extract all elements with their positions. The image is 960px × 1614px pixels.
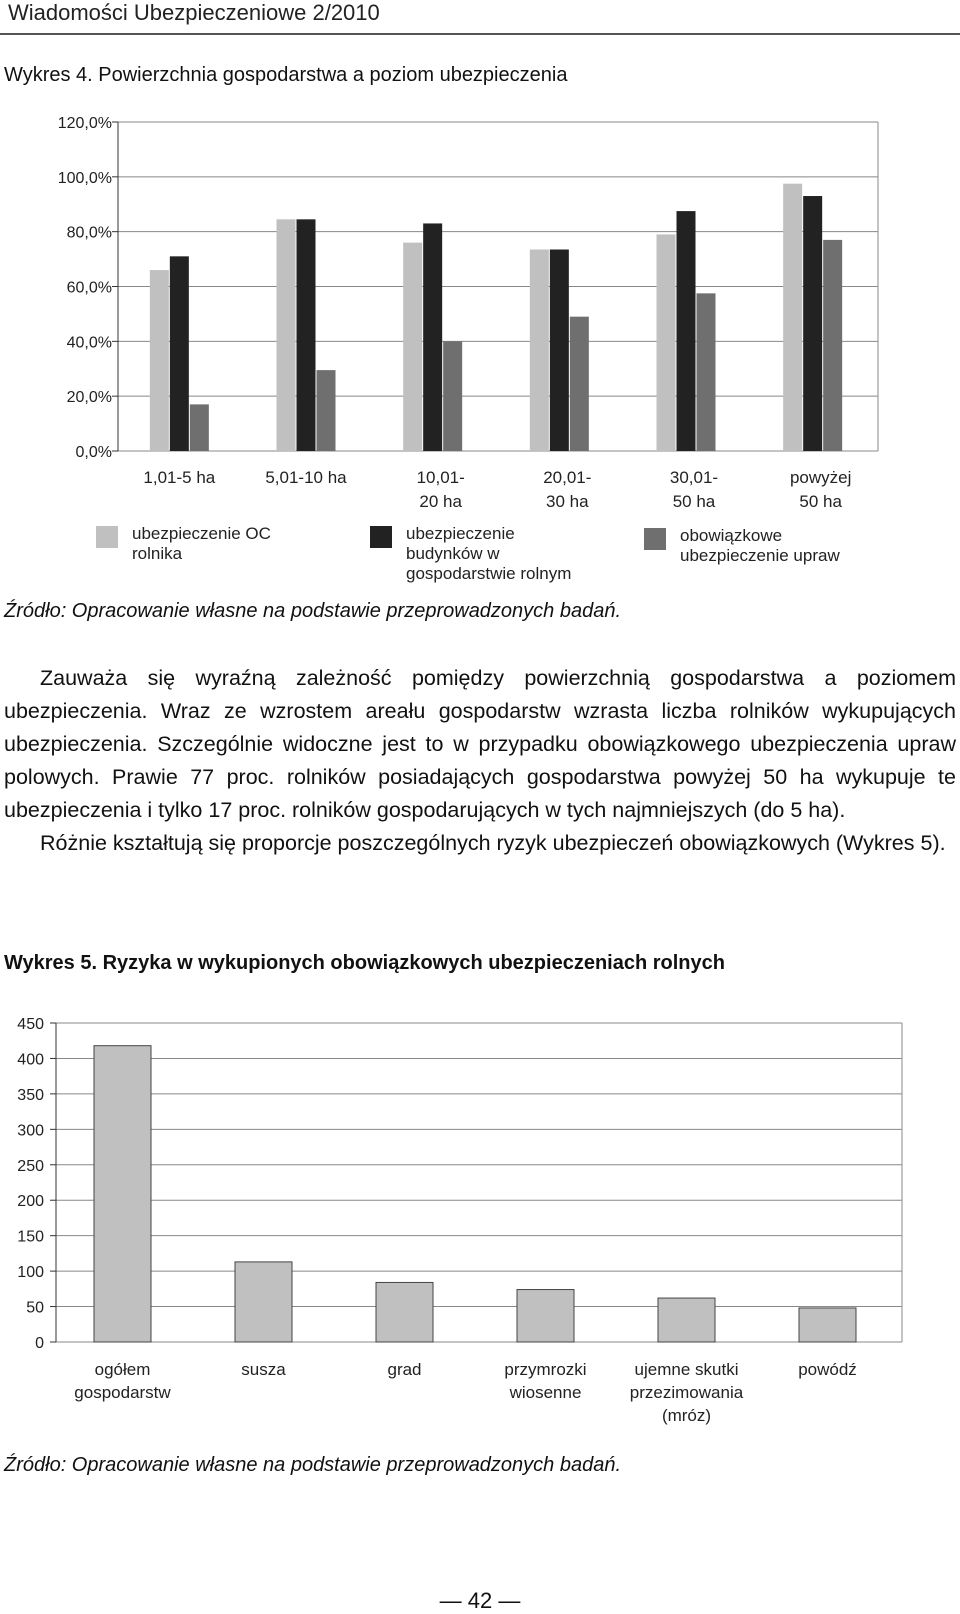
chart5-bar — [94, 1046, 151, 1342]
chart5-xtick-label: ujemne skutki — [634, 1360, 739, 1379]
paragraph-1: Zauważa się wyraźną zależność pomiędzy powierzchnią gospodarstwa a poziomem ubezpieczenia. Wraz ze wzrostem areału gospodarstw wzrasta liczba rolników wykupujących ubezpieczenia. Szczególnie widoczne jest to w przypadku obowiązkowego ubezpieczenia upraw polowych. Prawie 77 proc. rolników posiadających gospodarstwa powyżej 50 ha wykupuje te ubezpieczenia i tylko 17 proc. rolników gospodarujących w tych najmniejszych (do 5 ha). — [4, 666, 956, 822]
chart4-xtick-label: 50 ha — [672, 492, 716, 511]
chart4-xtick-label: 20,01- — [543, 468, 592, 487]
paragraph-2: Różnie kształtują się proporcje poszczególnych ryzyk ubezpieczeń obowiązkowych (Wykres 5). — [40, 831, 946, 855]
chart5-xtick-label: wiosenne — [509, 1383, 582, 1402]
chart4-ytick-label: 120,0% — [57, 115, 112, 132]
chart5-bar — [658, 1298, 715, 1342]
chart5-xtick-label: przezimowania — [629, 1383, 744, 1402]
chart4-xtick-label: powyżej — [789, 468, 852, 487]
chart4-xtick-label: 5,01-10 ha — [265, 468, 347, 487]
chart5-xtick-label: powódź — [798, 1360, 857, 1379]
chart5-ytick-label: 50 — [26, 1299, 44, 1317]
chart4-title: Wykres 4. Powierzchnia gospodarstwa a poziom ubezpieczenia — [4, 64, 568, 86]
chart5-xtick-label: grad — [387, 1360, 422, 1379]
chart5-ytick-label: 0 — [35, 1335, 44, 1352]
chart5-bar — [517, 1290, 574, 1342]
chart5-ytick-label: 150 — [17, 1228, 44, 1246]
chart5-ytick-label: 400 — [17, 1051, 44, 1069]
chart5-xtick-label: ogółem — [94, 1360, 151, 1379]
chart5-ytick-label: 350 — [17, 1086, 44, 1104]
chart4-ytick-label: 20,0% — [66, 389, 112, 407]
chart4-xtick-label: 50 ha — [799, 492, 842, 511]
chart5-xtick-label: susza — [241, 1360, 286, 1379]
chart5-bar — [235, 1262, 292, 1342]
chart5-ytick-label: 100 — [17, 1264, 44, 1282]
chart5-ytick-label: 300 — [17, 1122, 44, 1140]
chart4-ytick-label: 60,0% — [66, 279, 112, 297]
page-number: — 42 — — [439, 1588, 521, 1613]
chart5-xtick-label: przymrozki — [504, 1360, 587, 1379]
chart4-ytick-label: 0,0% — [75, 444, 112, 461]
chart5-title-text: Wykres 5. Ryzyka w wykupionych obowiązkowych ubezpieczeniach rolnych — [4, 952, 725, 974]
chart4-xtick-label: 10,01- — [416, 468, 465, 487]
chart4-source: Źródło: Opracowanie własne na podstawie przeprowadzonych badań. — [4, 600, 622, 622]
chart4-legend-label-2: ubezpieczenie budynków w gospodarstwie rolnym — [406, 524, 572, 583]
chart4-legend-label-3: obowiązkowe ubezpieczenie upraw — [680, 526, 840, 565]
chart4-xtick-label: 20 ha — [419, 492, 462, 511]
chart4-xtick-label: 30,01- — [669, 468, 719, 487]
chart4-ytick-label: 100,0% — [57, 169, 112, 187]
chart5-ytick-label: 200 — [17, 1193, 44, 1211]
chart5-ytick-label: 450 — [17, 1016, 44, 1033]
chart5-bar — [799, 1308, 856, 1342]
chart4-xtick-label: 30 ha — [546, 492, 589, 511]
chart5-ytick-label: 250 — [17, 1157, 44, 1175]
chart5-bar — [376, 1282, 433, 1342]
publication-header: Wiadomości Ubezpieczeniowe 2/2010 — [8, 0, 380, 25]
chart4-ytick-label: 80,0% — [66, 224, 112, 242]
chart5-xtick-label: (mróz) — [661, 1406, 712, 1425]
chart4-ytick-label: 40,0% — [66, 334, 112, 352]
chart5-source: Źródło: Opracowanie własne na podstawie przeprowadzonych badań. — [4, 1454, 622, 1476]
chart4-xtick-label: 1,01-5 ha — [143, 468, 216, 487]
chart5-xtick-label: gospodarstw — [74, 1383, 171, 1402]
chart4-legend-label-1: ubezpieczenie OC rolnika — [132, 524, 271, 563]
